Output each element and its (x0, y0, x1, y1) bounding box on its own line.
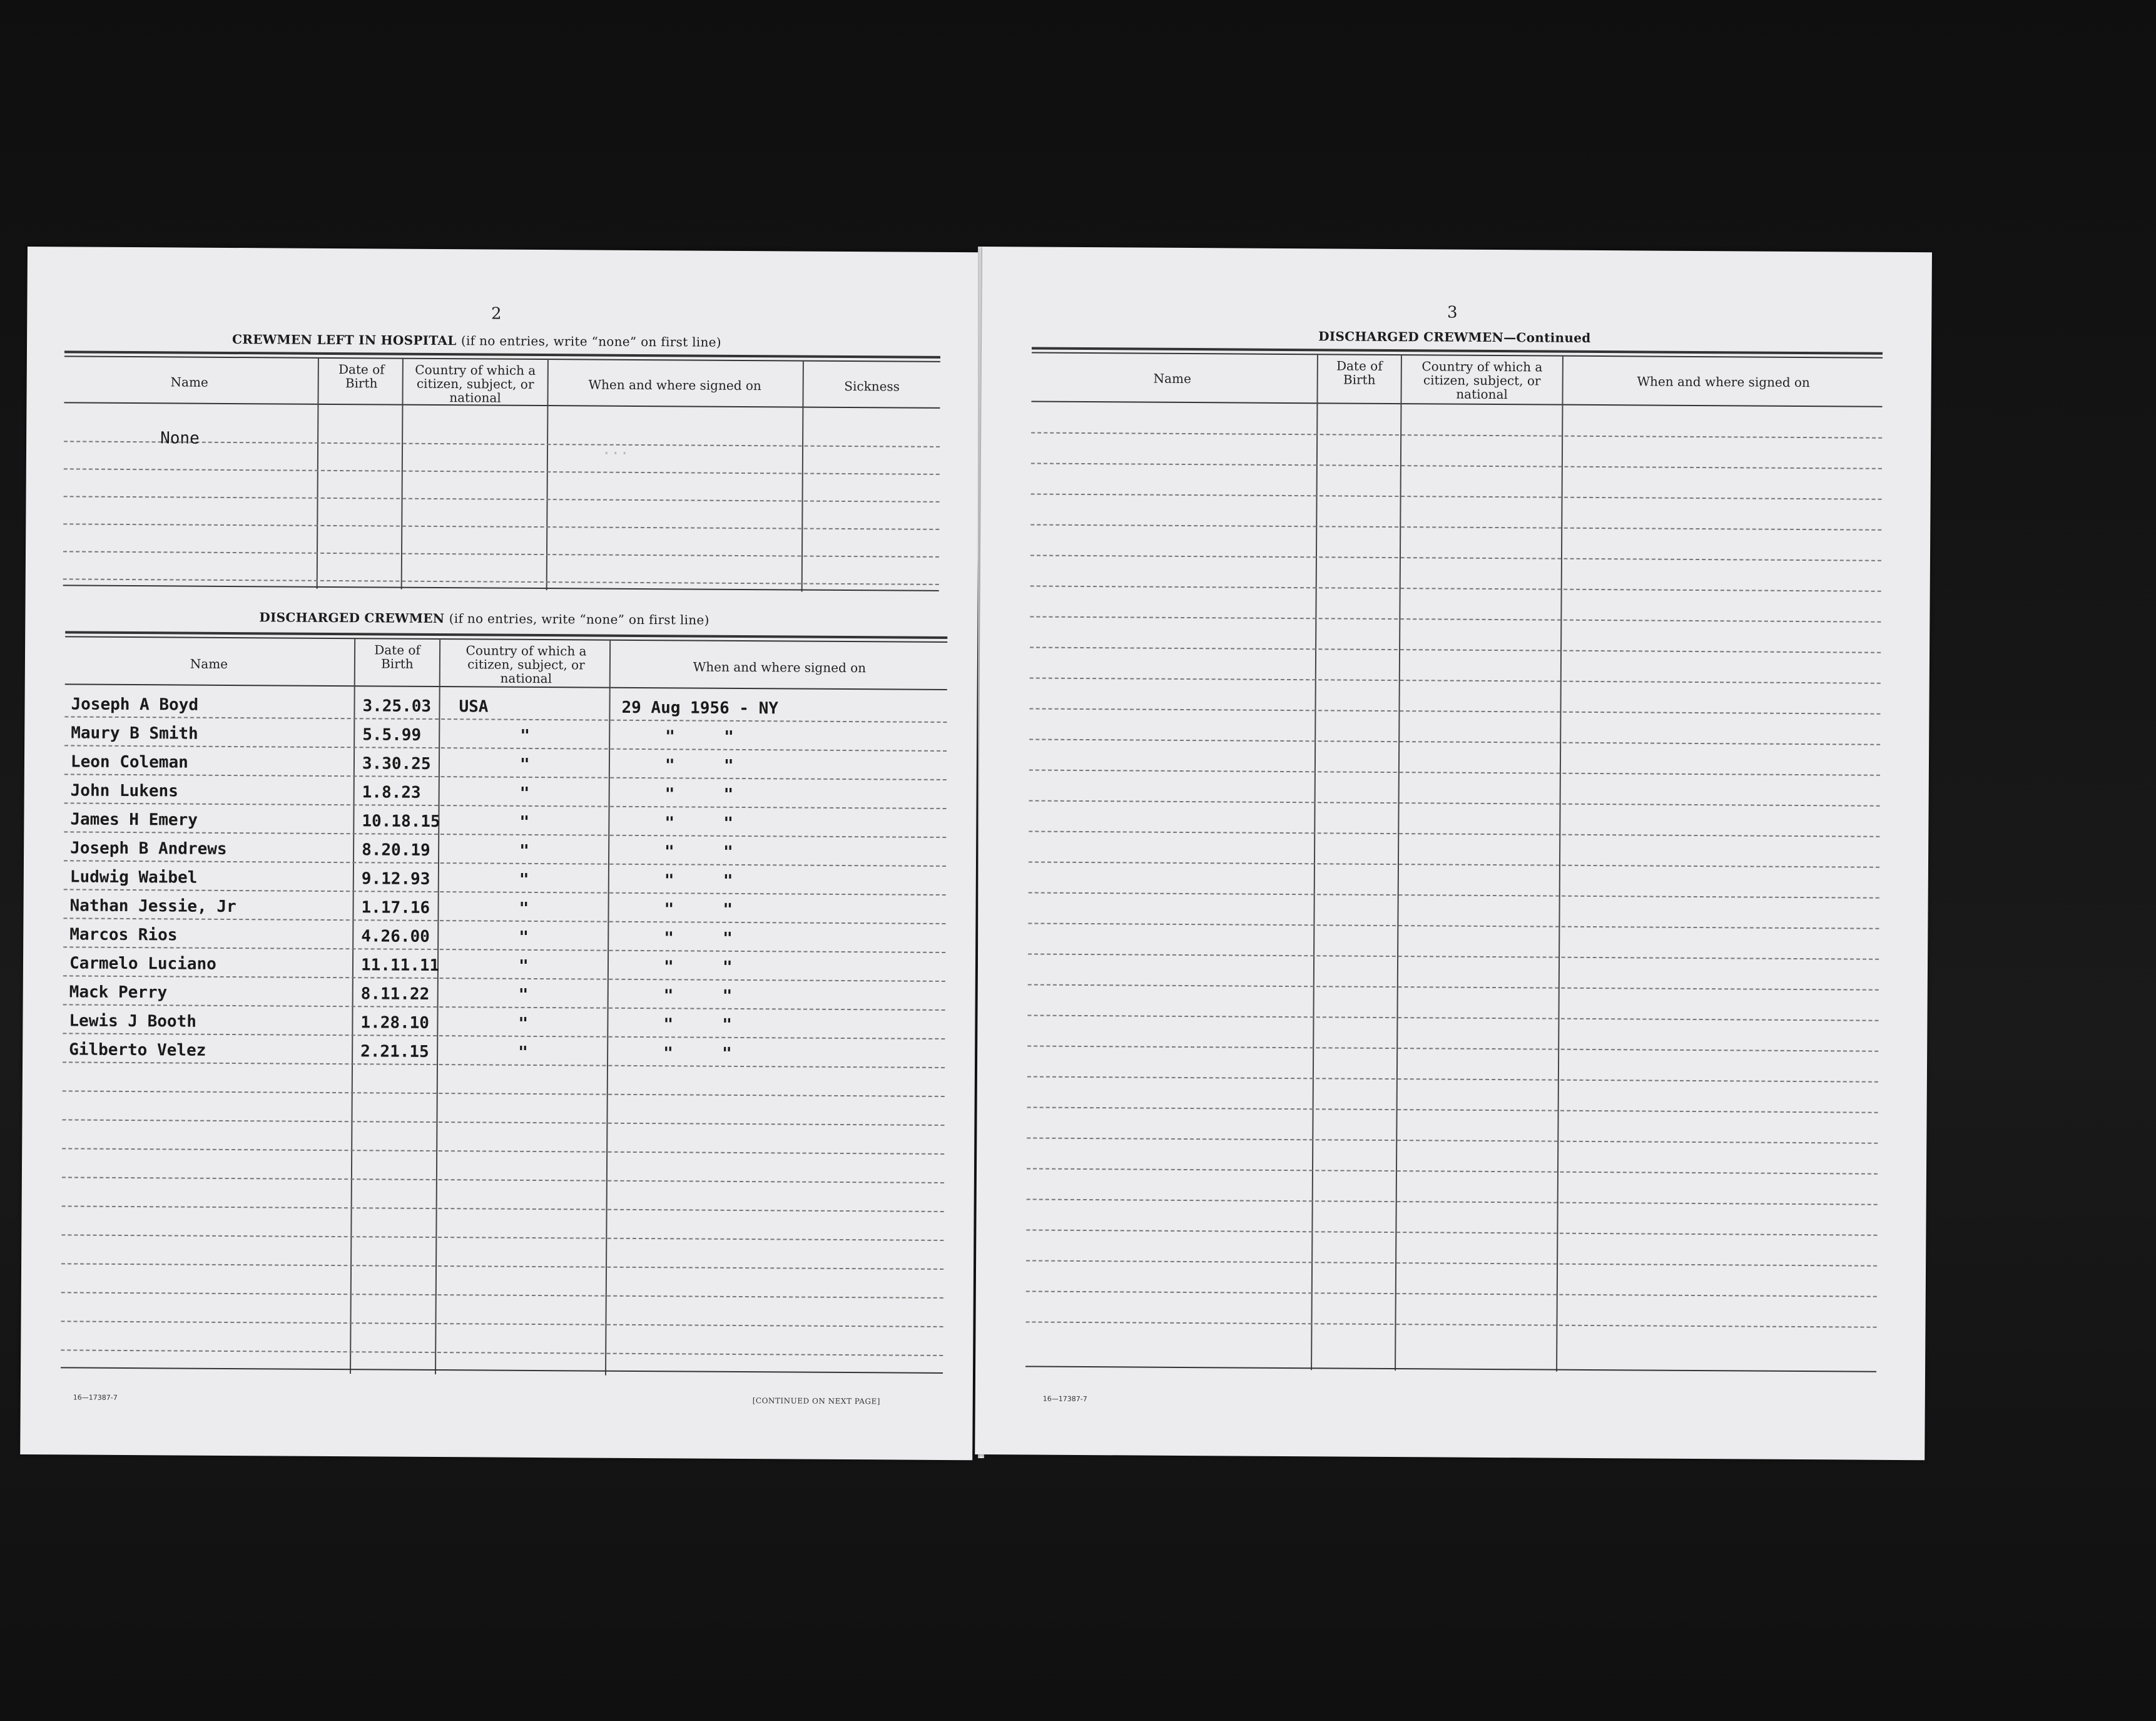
discharged-title-note: (if no entries, write “none” on first line) (449, 611, 709, 628)
table-bottom-rule (61, 1367, 943, 1374)
column-header-name: Name (190, 656, 228, 672)
discharged-continued-title: DISCHARGED CREWMEN—Continued (1318, 329, 1591, 345)
hospital-title-text: CREWMEN LEFT IN HOSPITAL (232, 332, 457, 349)
crew-name: Carmelo Luciano (69, 954, 216, 974)
ruled-line (64, 745, 947, 752)
crew-name: John Lukens (70, 781, 178, 801)
crew-name: Maury B Smith (71, 723, 198, 743)
ruled-line (61, 1263, 943, 1270)
ruled-line (64, 774, 947, 780)
ruled-line (63, 917, 945, 924)
ruled-line (1027, 1137, 1878, 1143)
crew-name: Marcos Rios (69, 925, 178, 945)
ruled-line (64, 716, 947, 723)
discharged-title-text: DISCHARGED CREWMEN (259, 610, 445, 626)
ruled-line (1030, 585, 1881, 591)
crew-country: " (518, 985, 529, 1004)
crew-signed: " " (664, 814, 734, 833)
hospital-title-note: (if no entries, write “none” on first line) (460, 333, 722, 350)
hospital-table (63, 350, 940, 594)
crew-name: Ludwig Waibel (69, 867, 198, 887)
ruled-line (1027, 1168, 1878, 1174)
column-divider (1556, 355, 1564, 1372)
ruled-line (1029, 738, 1880, 745)
column-header-signed: When and where signed on (1637, 374, 1810, 391)
ruled-line (63, 1061, 945, 1068)
ruled-line (63, 551, 939, 558)
ruled-line (1029, 861, 1879, 867)
ruled-line (62, 1148, 944, 1155)
ruled-line (63, 523, 939, 530)
ruled-line (64, 889, 946, 896)
discharged-table (61, 631, 947, 1387)
ruled-line (63, 578, 939, 585)
ruled-line (64, 860, 946, 867)
ruled-line (1027, 1045, 1878, 1051)
column-header-signed: When and where signed on (588, 377, 761, 394)
ruled-line (1026, 1229, 1877, 1235)
crew-dob: 1.28.10 (360, 1013, 430, 1033)
ruled-line (62, 1119, 944, 1126)
column-divider (401, 358, 404, 590)
hospital-section-title (232, 332, 721, 350)
crew-country: " (519, 784, 530, 803)
crew-country: " (519, 755, 530, 774)
crew-signed: " " (664, 871, 733, 891)
ruled-line (1027, 1106, 1878, 1113)
crew-signed: " " (664, 756, 734, 775)
crew-country: " (518, 1014, 529, 1033)
ruled-line (1029, 769, 1880, 775)
crew-dob: 3.25.03 (362, 697, 432, 716)
crew-signed: " " (663, 958, 733, 977)
ruled-line (1028, 984, 1879, 990)
crew-dob: 10.18.15 (362, 812, 440, 832)
crew-signed: " " (663, 1015, 733, 1034)
crew-name: Leon Coleman (70, 752, 188, 772)
column-header-dob: Date of Birth (374, 642, 420, 672)
crew-dob: 4.26.00 (361, 927, 430, 946)
crew-dob: 8.20.19 (362, 840, 430, 860)
crew-country: " (519, 812, 530, 832)
ruled-line (1029, 830, 1879, 837)
crew-country: USA (459, 697, 489, 717)
ruled-line (63, 1033, 945, 1039)
crew-dob: 1.8.23 (362, 783, 421, 802)
ruled-line (1029, 708, 1880, 714)
column-header-sickness: Sickness (844, 378, 900, 394)
hospital-first-entry: None (160, 429, 200, 448)
crew-country: " (520, 726, 530, 745)
ruled-line (63, 1090, 945, 1097)
ruled-line (61, 1349, 943, 1356)
manifest-page-3 (975, 247, 1932, 1460)
crew-signed: " " (664, 929, 733, 948)
crew-country: " (518, 956, 529, 976)
ruled-line (62, 1177, 944, 1183)
ruled-line (1030, 554, 1881, 561)
ruled-line (1029, 892, 1879, 898)
column-header-country: Country of which a citizen, subject, or national (465, 643, 587, 687)
crew-dob: 2.21.15 (360, 1042, 429, 1061)
ruled-line (1029, 800, 1880, 806)
ruled-line (1026, 1260, 1877, 1266)
ruled-line (1028, 922, 1879, 929)
ruled-line (64, 831, 946, 838)
table-bottom-rule (1025, 1366, 1876, 1372)
column-header-country: Country of which a citizen, subject, or national (1421, 359, 1543, 402)
crew-name: Nathan Jessie, Jr (69, 896, 236, 917)
bleed-through-text: ... (601, 440, 629, 458)
form-code: 16—17387-7 (73, 1393, 118, 1402)
column-header-name: Name (1153, 370, 1191, 387)
crew-name: Mack Perry (69, 983, 168, 1003)
crew-country: " (518, 1043, 528, 1062)
form-code: 16—17387-7 (1042, 1394, 1087, 1404)
ruled-line (64, 496, 940, 503)
ruled-line (1030, 616, 1881, 622)
ruled-line (1026, 1290, 1877, 1297)
ruled-line (1031, 493, 1882, 499)
table-bottom-rule (63, 585, 939, 591)
ruled-line (62, 1205, 944, 1212)
ruled-line (61, 1234, 943, 1241)
crew-dob: 3.30.25 (362, 754, 431, 774)
crew-name: James H Emery (70, 810, 198, 830)
ruled-line (64, 468, 940, 475)
column-divider (801, 360, 804, 592)
crew-signed: " " (663, 1044, 732, 1063)
crew-dob: 8.11.22 (360, 984, 430, 1004)
crew-signed: " " (665, 727, 734, 747)
crew-name: Lewis J Booth (69, 1011, 197, 1031)
column-header-dob: Date of Birth (1336, 358, 1383, 387)
column-header-dob: Date of Birth (338, 362, 385, 391)
ruled-line (1028, 953, 1879, 959)
ruled-line (1030, 524, 1881, 530)
crew-name: Gilberto Velez (69, 1040, 206, 1060)
column-divider (1311, 354, 1318, 1370)
column-header-country: Country of which a citizen, subject, or national (415, 362, 536, 406)
crew-dob: 11.11.11 (360, 956, 440, 976)
page-number: 2 (491, 304, 502, 324)
crew-signed: " " (664, 842, 733, 862)
ruled-line (64, 802, 947, 809)
crew-name: Joseph A Boyd (71, 695, 199, 715)
ruled-line (1027, 1014, 1878, 1021)
ruled-line (1030, 646, 1881, 653)
discharged-section-title (259, 610, 709, 627)
column-header-name: Name (170, 374, 208, 390)
crew-signed: " " (663, 986, 733, 1006)
crew-dob: 9.12.93 (361, 869, 430, 889)
crew-signed: " " (664, 900, 733, 919)
column-divider (546, 359, 549, 590)
crew-country: " (519, 927, 529, 947)
crew-signed: " " (664, 785, 734, 804)
ruled-line (1031, 462, 1882, 469)
discharged-continued-table (1025, 347, 1883, 1378)
ruled-line (1030, 677, 1881, 683)
crew-country: " (519, 899, 529, 918)
page-number: 3 (1447, 303, 1458, 322)
crew-dob: 5.5.99 (362, 725, 422, 745)
ruled-line (1031, 432, 1882, 438)
ruled-line (63, 1004, 945, 1011)
ruled-line (1027, 1198, 1878, 1205)
column-divider (317, 357, 319, 589)
ruled-line (63, 946, 945, 953)
header-bottom-rule (1031, 401, 1882, 407)
ruled-line (1025, 1321, 1876, 1327)
column-divider (1395, 354, 1402, 1371)
ruled-line (63, 975, 945, 982)
column-header-signed: When and where signed on (693, 659, 867, 676)
ruled-line (61, 1320, 943, 1327)
ruled-line (61, 1292, 943, 1299)
crew-dob: 1.17.16 (361, 898, 430, 917)
crew-name: Joseph B Andrews (70, 839, 227, 859)
crew-signed: 29 Aug 1956 - NY (621, 698, 779, 718)
crew-country: " (519, 841, 529, 860)
manifest-page-2 (20, 247, 980, 1460)
ruled-line (1027, 1076, 1878, 1082)
crew-country: " (519, 870, 529, 889)
continued-note: [CONTINUED ON NEXT PAGE] (752, 1396, 880, 1406)
